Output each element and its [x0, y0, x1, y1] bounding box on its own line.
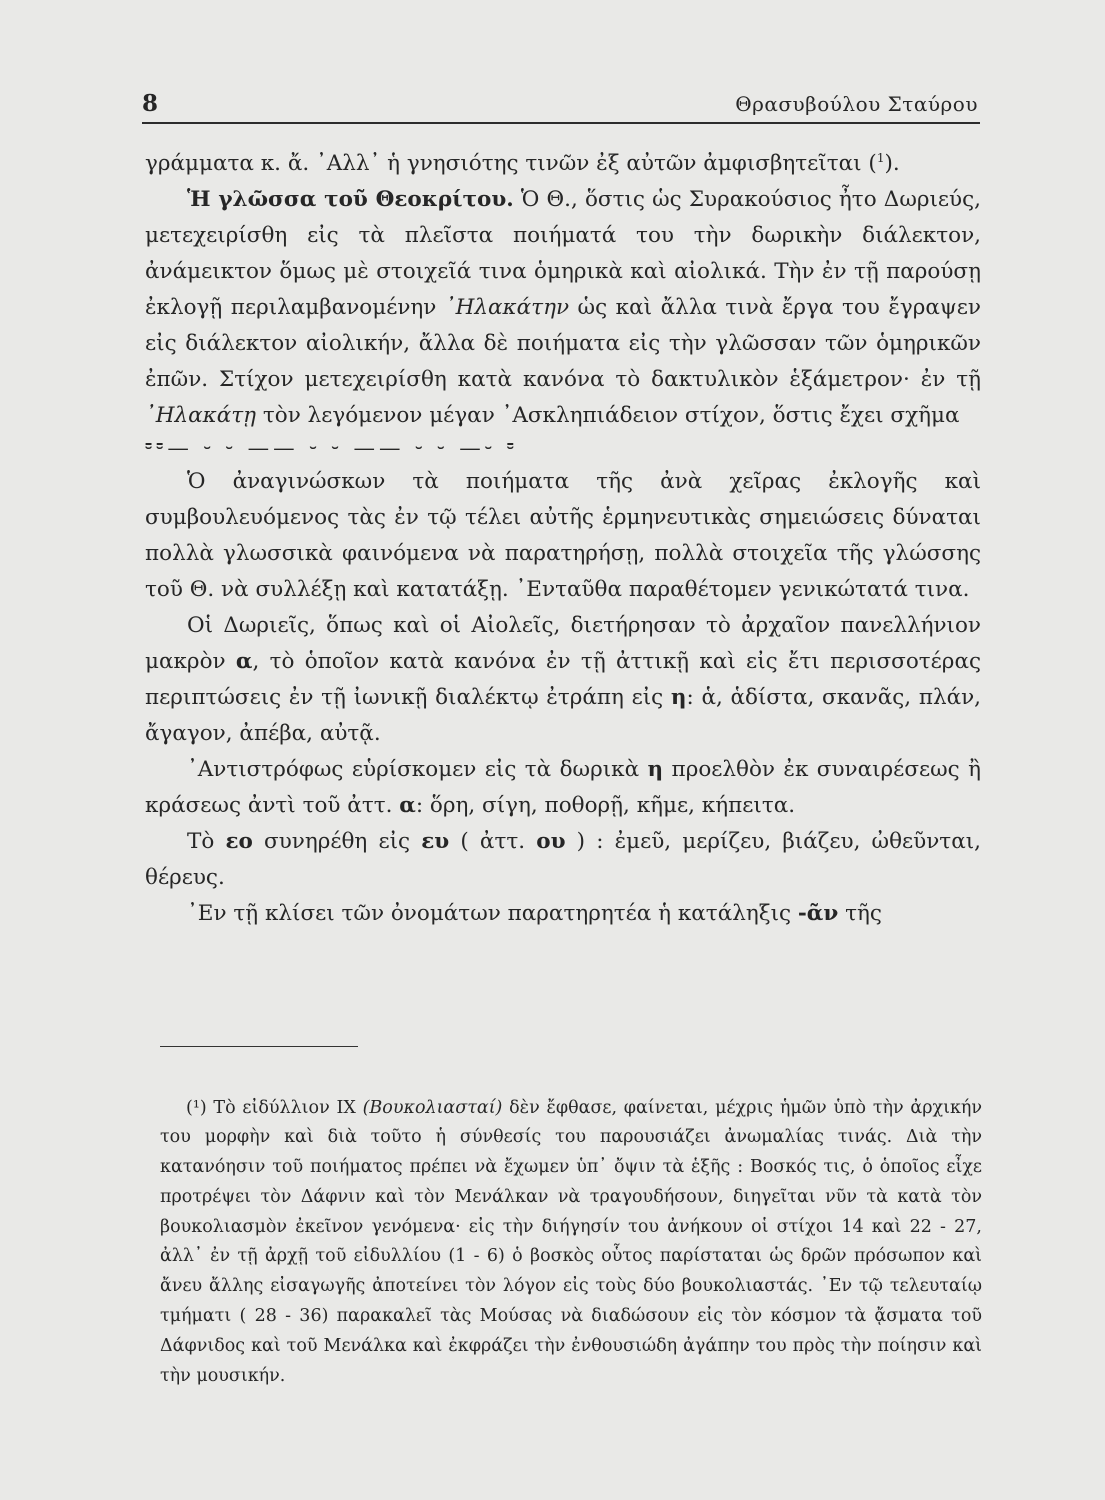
footnote-mark: (¹): [186, 1097, 207, 1118]
paragraph-4: Οἱ Δωριεῖς, ὅπως καὶ οἱ Αἰολεῖς, διετήρησαν τὸ ἀρχαῖον πανελλήνιον μακρὸν α, τὸ ὁποῖον κατὰ κανόνα ἐν τῇ ἀττικῇ καὶ εἰς ἔτι περισσοτέρας περιπτώσεις ἐν τῇ ἰωνικῇ διαλέκτῳ ἐτράπη εἰς η: ἁ, ἁδίστα, σκανᾶς, πλάν, ἄγαγον, ἀπέβα, αὐτᾷ.: [145, 613, 981, 747]
paragraph-2: Ἡ γλῶσσα τοῦ Θεοκρίτου. Ὁ Θ., ὅστις ὡς Συρακούσιος ἦτο Δωριεύς, μετεχειρίσθη εἰς τὰ πλεῖστα ποιήματά του τὴν δωρικὴν διάλεκτον, ἀνάμεικτον ὅμως μὲ στοιχεῖά τινα ὁμηρικὰ καὶ αἰολικά. Τὴν ἐν τῇ παρούσῃ ἐκλογῇ περιλαμβανομένην ᾿Ηλακάτην ὡς καὶ ἄλλα τινὰ ἔργα του ἔγραψεν εἰς διάλεκτον αἰολικήν, ἄλλα δὲ ποιήματα εἰς τὴν γλῶσσαν τῶν ὁμηρικῶν ἐπῶν. Στίχον μετεχειρίσθη κατὰ κανόνα τὸ δακτυλικὸν ἑξάμετρον· ἐν τῇ ᾿Ηλακάτῃ τὸν λεγόμενον μέγαν ᾿Ασκληπιάδειον στίχον, ὅστις ἔχει σχῆμα: [145, 187, 981, 429]
footnote-ref[interactable]: 1: [876, 151, 885, 165]
section-heading: Ἡ γλῶσσα τοῦ Θεοκρίτου.: [187, 187, 514, 213]
page-number: 8: [142, 90, 159, 117]
metrical-scheme: ⏒⏒— ⏑ ⏑ —— ⏑ ⏑ —— ⏑ ⏑ —⏑ ⏒: [145, 436, 518, 462]
paragraph-3: Ὁ ἀναγινώσκων τὰ ποιήματα τῆς ἀνὰ χεῖρας ἐκλογῆς καὶ συμβουλευόμενος τὰς ἐν τῷ τέλει αὐτῆς ἑρμηνευτικὰς σημειώσεις δύναται πολλὰ γλωσσικὰ φαινόμενα νὰ παρατηρήσῃ, πολλὰ στοιχεῖα τῆς γλώσσης τοῦ Θ. νὰ συλλέξῃ καὶ κατατάξῃ. ᾿Ενταῦθα παραθέτομεν γενικώτατά τινα.: [145, 469, 981, 603]
running-title: Θρασυβούλου Σταύρου: [735, 92, 978, 116]
paragraph-1: γράμματα κ. ἄ. ᾿Αλλ᾿ ἡ γνησιότης τινῶν ἐξ αὐτῶν ἀμφισβητεῖται ($^1$).: [145, 151, 900, 177]
paragraph-5: ᾿Αντιστρόφως εὑρίσκομεν εἰς τὰ δωρικὰ η προελθὸν ἐκ συναιρέσεως ἢ κράσεως ἀντὶ τοῦ ἀττ. α: ὅρη, σίγη, ποθορῇ, κῆμε, κήπειτα.: [145, 757, 981, 819]
paragraph-6: Τὸ εο συνηρέθη εἰς ευ ( ἀττ. ου ) : ἐμεῦ, μερίζευ, βιάζευ, ὠθεῦνται, θέρευς.: [145, 829, 981, 891]
footnote: (¹) Τὸ εἰδύλλιον IX (Βουκολιασταί) δὲν ἔφθασε, φαίνεται, μέχρις ἡμῶν ὑπὸ τὴν ἀρχικήν του μορφὴν καὶ διὰ τοῦτο ἡ σύνθεσίς του παρουσιάζει ἀνωμαλίας τινάς. Διὰ τὴν κατανόησιν τοῦ ποιήματος πρέπει νὰ ἔχωμεν ὑπ᾿ ὄψιν τὰ ἑξῆς : Βοσκός τις, ὁ ὁποῖος εἶχε προτρέψει τὸν Δάφνιν καὶ τὸν Μενάλκαν νὰ τραγουδήσουν, διηγεῖται νῦν τὰ κατὰ τὸν βουκολιασμὸν ἐκεῖνον γενόμενα· εἰς τὴν διήγησίν του ἀνήκουν οἱ στίχοι 14 καὶ 22 - 27, ἀλλ᾿ ἐν τῇ ἀρχῇ τοῦ εἰδυλλίου (1 - 6) ὁ βοσκὸς οὗτος παρίσταται ὡς δρῶν πρόσωπον καὶ ἄνευ ἄλλης εἰσαγωγῆς ἀποτείνει τὸν λόγον εἰς τοὺς δύο βουκολιαστάς. ᾿Εν τῷ τελευταίῳ τμήματι ( 28 - 36) παρακαλεῖ τὰς Μούσας νὰ διαδώσουν εἰς τὸν κόσμον τὰ ᾄσματα τοῦ Δάφνιδος καὶ τοῦ Μενάλκα καὶ ἐκφράζει τὴν ἐνθουσιώδη ἀγάπην του πρὸς τὴν ποίησιν καὶ τὴν μουσικήν.: [160, 1097, 983, 1386]
page-header: [142, 88, 980, 124]
paragraph-7: ᾿Εν τῇ κλίσει τῶν ὀνομάτων παρατηρητέα ἡ κατάληξις -ᾶν τῆς: [187, 901, 882, 927]
main-text: [145, 140, 981, 932]
footnote-separator: [160, 1046, 358, 1047]
